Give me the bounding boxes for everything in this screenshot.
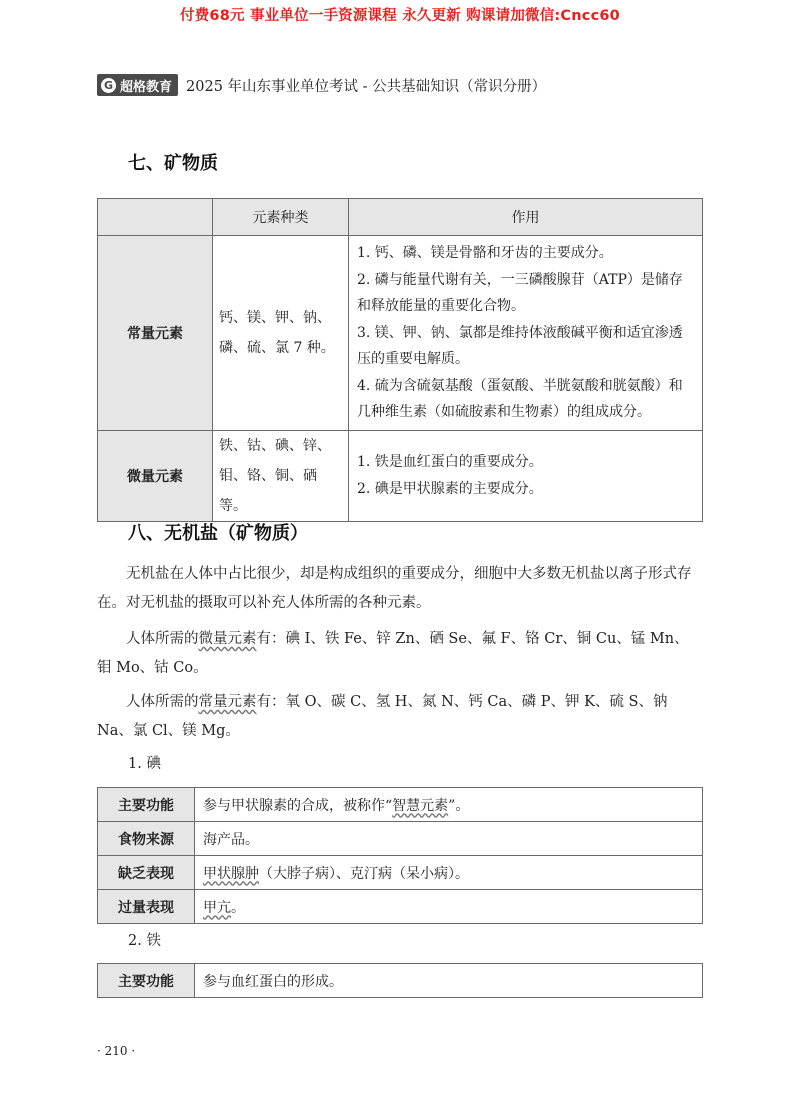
section8-heading: 八、无机盐（矿物质）	[128, 523, 308, 544]
row-key: 主要功能	[98, 964, 195, 998]
minerals-table	[97, 198, 703, 522]
iodine-table	[97, 787, 703, 924]
element-list	[213, 430, 349, 521]
element-line: 磷、硫、氯 7 种。	[219, 339, 335, 356]
table-row	[98, 236, 703, 431]
row-label: 微量元素	[98, 430, 213, 521]
text-span: 。	[231, 899, 245, 916]
emphasis-text: 微量元素	[198, 631, 257, 647]
row-key: 食物来源	[98, 822, 195, 856]
text-span: 有：碘 I、铁 Fe、锌 Zn、硒 Se、氟 F、铬 Cr、铜 Cu、锰 Mn、钼 Mo、钴 Co。	[97, 631, 689, 676]
table-row	[98, 856, 703, 890]
element-line: 钼、铬、铜、硒等。	[219, 467, 317, 514]
element-line: 钙、镁、钾、钠、	[219, 309, 331, 326]
function-line: 和释放能量的重要化合物。	[357, 298, 525, 314]
row-value: 海产品。	[195, 822, 703, 856]
watermark-banner: 付费68元 事业单位一手资源课程 永久更新 购课请加微信:Cncc60	[180, 8, 620, 24]
table-row	[98, 788, 703, 822]
table-row	[98, 822, 703, 856]
row-key: 主要功能	[98, 788, 195, 822]
emphasis-text: 常量元素	[198, 694, 257, 710]
text-span: 参与甲状腺素的合成，被称作“	[203, 797, 393, 814]
text-span: ”。	[448, 797, 470, 814]
row-key: 过量表现	[98, 890, 195, 924]
table-row	[98, 430, 703, 521]
function-line: 2. 磷与能量代谢有关，一三磷酸腺苷（ATP）是储存	[357, 271, 683, 288]
element-line: 铁、钴、碘、锌、	[219, 437, 331, 454]
iodine-title: 1. 碘	[128, 756, 161, 772]
row-key: 缺乏表现	[98, 856, 195, 890]
function-line: 1. 铁是血红蛋白的重要成分。	[357, 454, 543, 470]
logo-icon: G	[101, 78, 116, 93]
emphasis-text: 甲状腺肿	[203, 865, 259, 882]
text-span: 人体所需的	[126, 631, 199, 647]
logo-text: 超格教育	[120, 79, 173, 95]
text-span: 人体所需的	[126, 694, 199, 710]
table-row	[98, 964, 703, 998]
paragraph-intro: 无机盐在人体中占比很少，却是构成组织的重要成分，细胞中大多数无机盐以离子形式存在。对无机盐的摄取可以补充人体所需的各种元素。	[97, 566, 692, 611]
header-title: 2025 年山东事业单位考试 - 公共基础知识（常识分册）	[186, 78, 547, 95]
brand-logo	[97, 74, 178, 96]
paragraph-macro-elements	[97, 688, 703, 746]
iron-title: 2. 铁	[128, 933, 161, 949]
function-line: 4. 硫为含硫氨基酸（蛋氨酸、半胱氨酸和胱氨酸）和	[357, 377, 683, 394]
table-header-cell: 作用	[349, 199, 703, 236]
function-line: 1. 钙、磷、镁是骨骼和牙齿的主要成分。	[357, 245, 613, 261]
page-header	[97, 73, 546, 97]
table-header-row	[98, 199, 703, 236]
section7-heading: 七、矿物质	[128, 153, 218, 174]
table-row	[98, 890, 703, 924]
table-header-cell: 元素种类	[213, 199, 349, 236]
function-line: 3. 镁、钾、钠、氯都是维持体液酸碱平衡和适宜渗透	[357, 324, 683, 341]
page-number: · 210 ·	[97, 1044, 136, 1058]
text-span: （大脖子病）、克汀病（呆小病）。	[259, 865, 469, 882]
table-header-cell	[98, 199, 213, 236]
row-value	[195, 856, 703, 890]
emphasis-text: 智慧元素	[392, 797, 449, 814]
row-value	[195, 788, 703, 822]
iron-table	[97, 963, 703, 998]
function-line: 几种维生素（如硫胺素和生物素）的组成成分。	[357, 404, 651, 420]
paragraph-trace-elements	[97, 625, 703, 683]
text-span: 有：氧 O、碳 C、氢 H、氮 N、钙 Ca、磷 P、钾 K、硫 S、钠 Na、氯 Cl、镁 Mg。	[97, 694, 668, 739]
function-list	[349, 236, 703, 431]
row-value	[195, 890, 703, 924]
row-value: 参与血红蛋白的形成。	[195, 964, 703, 998]
row-label: 常量元素	[98, 236, 213, 431]
function-line: 压的重要电解质。	[357, 351, 469, 367]
function-line: 2. 碘是甲状腺素的主要成分。	[357, 480, 543, 497]
emphasis-text: 甲亢	[203, 899, 231, 916]
function-list	[349, 430, 703, 521]
element-list	[213, 236, 349, 431]
